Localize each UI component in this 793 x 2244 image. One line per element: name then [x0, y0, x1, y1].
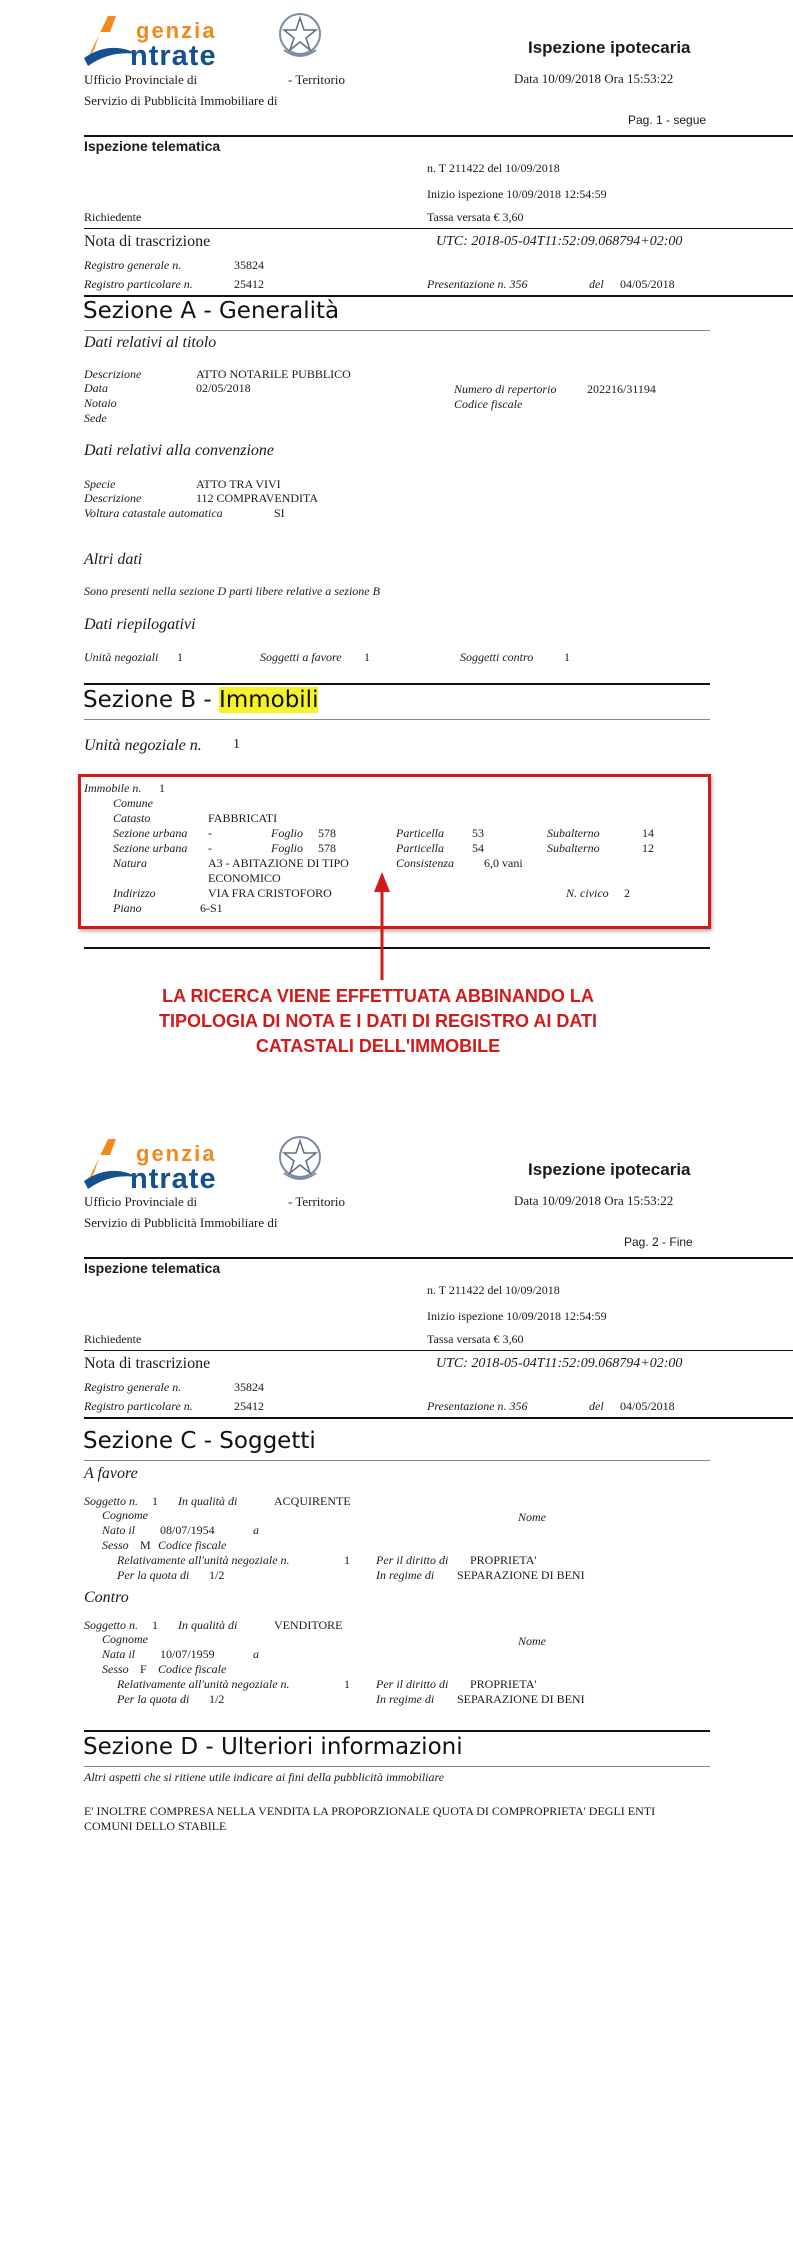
- presentazione: Presentazione n. 356: [427, 1399, 528, 1413]
- s2-rel-value: 1: [344, 1677, 350, 1691]
- titolo-repertorio-label: Numero di repertorio: [454, 382, 557, 396]
- sezione-d-divider-top: [84, 1730, 710, 1732]
- fee-paid: Tassa versata € 3,60: [427, 1332, 524, 1346]
- immobile-value: 1: [159, 781, 165, 795]
- row1-foglio-value: 578: [318, 826, 336, 840]
- logo-agenzia-text: genzia: [136, 1141, 217, 1166]
- document-title: Ispezione ipotecaria: [528, 1160, 691, 1179]
- s1-sesso-label: Sesso: [102, 1538, 129, 1552]
- s2-nome-label: Nome: [518, 1634, 546, 1648]
- titolo-repertorio-value: 202216/31194: [587, 382, 656, 396]
- convenzione-descrizione-label: Descrizione: [84, 491, 142, 505]
- sezione-b-title: [83, 687, 318, 713]
- document-title: Ispezione ipotecaria: [528, 38, 691, 57]
- reg-part-value: 25412: [234, 277, 264, 291]
- riepilogo-contro-value: 1: [564, 650, 570, 664]
- del-value: 04/05/2018: [620, 1399, 675, 1413]
- s1-cf-label: Codice fiscale: [158, 1538, 227, 1552]
- riepilogo-favore-label: Soggetti a favore: [260, 650, 342, 664]
- s1-nato-value: 08/07/1954: [160, 1523, 215, 1537]
- del-label: del: [589, 1399, 604, 1413]
- s2-sesso-label: Sesso: [102, 1662, 129, 1676]
- s1-qualita-label: In qualità di: [178, 1494, 238, 1508]
- inspection-start: Inizio ispezione 10/09/2018 12:54:59: [427, 1309, 607, 1323]
- s1-nome-label: Nome: [518, 1510, 546, 1524]
- favore-heading: A favore: [84, 1465, 138, 1482]
- page-number: Pag. 2 - Fine: [624, 1235, 693, 1249]
- requester-label: Richiedente: [84, 1332, 142, 1346]
- s2-nato-value: 10/07/1959: [160, 1647, 215, 1661]
- s2-a-label: a: [253, 1647, 259, 1661]
- riepilogo-unita-value: 1: [177, 650, 183, 664]
- sezione-b-underline: [84, 719, 710, 720]
- inspection-type: Ispezione telematica: [84, 138, 221, 154]
- row2-subalterno-value: 12: [642, 841, 654, 855]
- logo-entrate-text: ntrate: [130, 1163, 217, 1195]
- altri-dati-text: Sono presenti nella sezione D parti libere relative a sezione B: [84, 584, 380, 598]
- titolo-descrizione-label: Descrizione: [84, 367, 142, 381]
- sezione-d-intro: Altri aspetti che si ritiene utile indicare ai fini della pubblicità immobiliare: [84, 1770, 445, 1784]
- convenzione-specie-value: ATTO TRA VIVI: [196, 477, 281, 491]
- row1-subalterno-value: 14: [642, 826, 654, 840]
- s2-regime-label: In regime di: [376, 1692, 435, 1706]
- s2-sesso-value: F: [140, 1662, 147, 1676]
- header-divider: [84, 135, 793, 137]
- consistenza-label: Consistenza: [396, 856, 455, 870]
- row1-particella-label: Particella: [396, 826, 444, 840]
- sezione-b-divider-top: [84, 683, 710, 685]
- sezione-d-text-2: COMUNI DELLO STABILE: [84, 1819, 227, 1833]
- document-datetime: Data 10/09/2018 Ora 15:53:22: [514, 1193, 674, 1208]
- reg-part-label: Registro particolare n.: [84, 1399, 193, 1413]
- convenzione-descrizione-value: 112 COMPRAVENDITA: [196, 491, 319, 505]
- s2-diritto-label: Per il diritto di: [376, 1677, 449, 1691]
- s2-soggetto-value: 1: [152, 1618, 158, 1632]
- inspection-number: n. T 211422 del 10/09/2018: [427, 161, 560, 175]
- nota-divider-top: [84, 1350, 793, 1351]
- requester-label: Richiedente: [84, 210, 142, 224]
- civico-value: 2: [624, 886, 630, 900]
- row1-sezione-label: Sezione urbana: [113, 826, 188, 840]
- office-territorio: - Territorio: [288, 1194, 345, 1209]
- page-number: Pag. 1 - segue: [628, 113, 707, 127]
- sezione-c-underline: [84, 1460, 710, 1461]
- inspection-type: Ispezione telematica: [84, 1260, 221, 1276]
- altri-dati-heading: Altri dati: [84, 551, 143, 568]
- sezione-d-text-1: E' INOLTRE COMPRESA NELLA VENDITA LA PROPORZIONALE QUOTA DI COMPROPRIETA' DEGLI ENTI: [84, 1804, 656, 1818]
- row2-subalterno-label: Subalterno: [547, 841, 600, 855]
- immobile-comune-label: Comune: [113, 796, 153, 810]
- inspection-number: n. T 211422 del 10/09/2018: [427, 1283, 560, 1297]
- nota-label: Nota di trascrizione: [84, 233, 211, 250]
- nota-label: Nota di trascrizione: [84, 1355, 211, 1372]
- s1-qualita-value: ACQUIRENTE: [274, 1494, 351, 1508]
- indirizzo-label: Indirizzo: [113, 886, 156, 900]
- reg-gen-label: Registro generale n.: [84, 258, 182, 272]
- titolo-descrizione-value: ATTO NOTARILE PUBBLICO: [196, 367, 351, 381]
- s1-soggetto-label: Soggetto n.: [84, 1494, 138, 1508]
- contro-heading: Contro: [84, 1589, 129, 1606]
- s1-quota-value: 1/2: [209, 1568, 225, 1582]
- presentazione: Presentazione n. 356: [427, 277, 528, 291]
- titolo-heading: Dati relativi al titolo: [84, 334, 217, 351]
- consistenza-value: 6,0 vani: [484, 856, 523, 870]
- italian-emblem-icon: [276, 1133, 324, 1185]
- natura-value-2: ECONOMICO: [208, 871, 281, 885]
- natura-label: Natura: [113, 856, 148, 870]
- row2-foglio-value: 578: [318, 841, 336, 855]
- titolo-notaio-label: Notaio: [84, 396, 117, 410]
- titolo-data-label: Data: [84, 381, 108, 395]
- titolo-data-value: 02/05/2018: [196, 381, 251, 395]
- utc-timestamp: UTC: 2018-05-04T11:52:09.068794+02:00: [436, 1356, 683, 1371]
- row2-foglio-label: Foglio: [271, 841, 303, 855]
- office-territorio: - Territorio: [288, 72, 345, 87]
- convenzione-specie-label: Specie: [84, 477, 116, 491]
- row2-sezione-value: -: [208, 841, 212, 855]
- sezione-a-underline: [84, 330, 710, 331]
- fee-paid: Tassa versata € 3,60: [427, 210, 524, 224]
- document-datetime: Data 10/09/2018 Ora 15:53:22: [514, 71, 674, 86]
- s1-cognome-label: Cognome: [102, 1508, 148, 1522]
- s2-regime-value: SEPARAZIONE DI BENI: [457, 1692, 585, 1706]
- s1-diritto-label: Per il diritto di: [376, 1553, 449, 1567]
- s1-soggetto-value: 1: [152, 1494, 158, 1508]
- convenzione-voltura-value: SI: [274, 506, 285, 520]
- s2-qualita-label: In qualità di: [178, 1618, 238, 1632]
- nota-divider-top: [84, 228, 793, 229]
- inspection-start: Inizio ispezione 10/09/2018 12:54:59: [427, 187, 607, 201]
- s1-diritto-value: PROPRIETA': [470, 1553, 537, 1567]
- italian-emblem-icon: [276, 10, 324, 62]
- immobile-catasto-value: FABBRICATI: [208, 811, 278, 825]
- s1-quota-label: Per la quota di: [117, 1568, 190, 1582]
- s2-rel-label: Relativamente all'unità negoziale n.: [117, 1677, 290, 1691]
- riepilogo-heading: Dati riepilogativi: [84, 616, 196, 633]
- s2-soggetto-label: Soggetto n.: [84, 1618, 138, 1632]
- del-value: 04/05/2018: [620, 277, 675, 291]
- s1-sesso-value: M: [140, 1538, 151, 1552]
- annotation-arrow-icon: [370, 872, 394, 982]
- reg-gen-label: Registro generale n.: [84, 1380, 182, 1394]
- convenzione-heading: Dati relativi alla convenzione: [84, 442, 275, 459]
- immobile-label: Immobile n.: [84, 781, 142, 795]
- piano-value: 6-S1: [200, 901, 223, 915]
- sezione-b-divider-bottom: [84, 947, 710, 949]
- s1-a-label: a: [253, 1523, 259, 1537]
- s1-nato-label: Nato il: [102, 1523, 136, 1537]
- s1-rel-value: 1: [344, 1553, 350, 1567]
- del-label: del: [589, 277, 604, 291]
- reg-part-value: 25412: [234, 1399, 264, 1413]
- office-line-2: Servizio di Pubblicità Immobiliare di: [84, 1215, 278, 1230]
- office-line-2: Servizio di Pubblicità Immobiliare di: [84, 93, 278, 108]
- riepilogo-favore-value: 1: [364, 650, 370, 664]
- sezione-c-title: Sezione C - Soggetti: [83, 1428, 316, 1454]
- office-line-1: Ufficio Provinciale di: [84, 72, 198, 87]
- s1-regime-value: SEPARAZIONE DI BENI: [457, 1568, 585, 1582]
- sezione-b-title-prefix: Sezione B -: [83, 687, 220, 713]
- row1-sezione-value: -: [208, 826, 212, 840]
- row1-particella-value: 53: [472, 826, 484, 840]
- row1-subalterno-label: Subalterno: [547, 826, 600, 840]
- sezione-d-underline: [84, 1766, 710, 1767]
- s1-regime-label: In regime di: [376, 1568, 435, 1582]
- row2-sezione-label: Sezione urbana: [113, 841, 188, 855]
- s2-diritto-value: PROPRIETA': [470, 1677, 537, 1691]
- utc-timestamp: UTC: 2018-05-04T11:52:09.068794+02:00: [436, 234, 683, 249]
- s2-quota-label: Per la quota di: [117, 1692, 190, 1706]
- civico-label: N. civico: [566, 886, 609, 900]
- sezione-b-title-highlight: Immobili: [219, 687, 319, 713]
- reg-part-label: Registro particolare n.: [84, 277, 193, 291]
- office-line-1: Ufficio Provinciale di: [84, 1194, 198, 1209]
- titolo-cf-label: Codice fiscale: [454, 397, 523, 411]
- reg-gen-value: 35824: [234, 1380, 264, 1394]
- header-divider: [84, 1257, 793, 1259]
- reg-gen-value: 35824: [234, 258, 264, 272]
- s2-cf-label: Codice fiscale: [158, 1662, 227, 1676]
- sezione-d-title: Sezione D - Ulteriori informazioni: [83, 1734, 463, 1760]
- logo-agenzia-text: genzia: [136, 18, 217, 43]
- row2-particella-value: 54: [472, 841, 484, 855]
- row1-foglio-label: Foglio: [271, 826, 303, 840]
- unita-negoziale-label: Unità negoziale n.: [84, 737, 202, 754]
- riepilogo-contro-label: Soggetti contro: [460, 650, 534, 664]
- immobile-catasto-label: Catasto: [113, 811, 151, 825]
- row2-particella-label: Particella: [396, 841, 444, 855]
- unita-negoziale-value: 1: [233, 737, 240, 752]
- titolo-sede-label: Sede: [84, 411, 107, 425]
- s2-qualita-value: VENDITORE: [274, 1618, 343, 1632]
- logo-entrate-text: ntrate: [130, 40, 217, 72]
- s2-cognome-label: Cognome: [102, 1632, 148, 1646]
- s2-nato-label: Nata il: [102, 1647, 136, 1661]
- s1-rel-label: Relativamente all'unità negoziale n.: [117, 1553, 290, 1567]
- riepilogo-unita-label: Unità negoziali: [84, 650, 159, 664]
- annotation-text: LA RICERCA VIENE EFFETTUATA ABBINANDO LA TIPOLOGIA DI NOTA E I DATI DI REGISTRO AI DATI CATASTALI DELL'IMMOBILE: [159, 986, 597, 1056]
- natura-value-1: A3 - ABITAZIONE DI TIPO: [208, 856, 349, 870]
- nota-divider-bottom: [84, 1417, 793, 1419]
- convenzione-voltura-label: Voltura catastale automatica: [84, 506, 223, 520]
- sezione-a-title: Sezione A - Generalità: [83, 298, 340, 324]
- nota-divider-bottom: [84, 295, 793, 297]
- s2-quota-value: 1/2: [209, 1692, 225, 1706]
- indirizzo-value: VIA FRA CRISTOFORO: [208, 886, 332, 900]
- piano-label: Piano: [113, 901, 142, 915]
